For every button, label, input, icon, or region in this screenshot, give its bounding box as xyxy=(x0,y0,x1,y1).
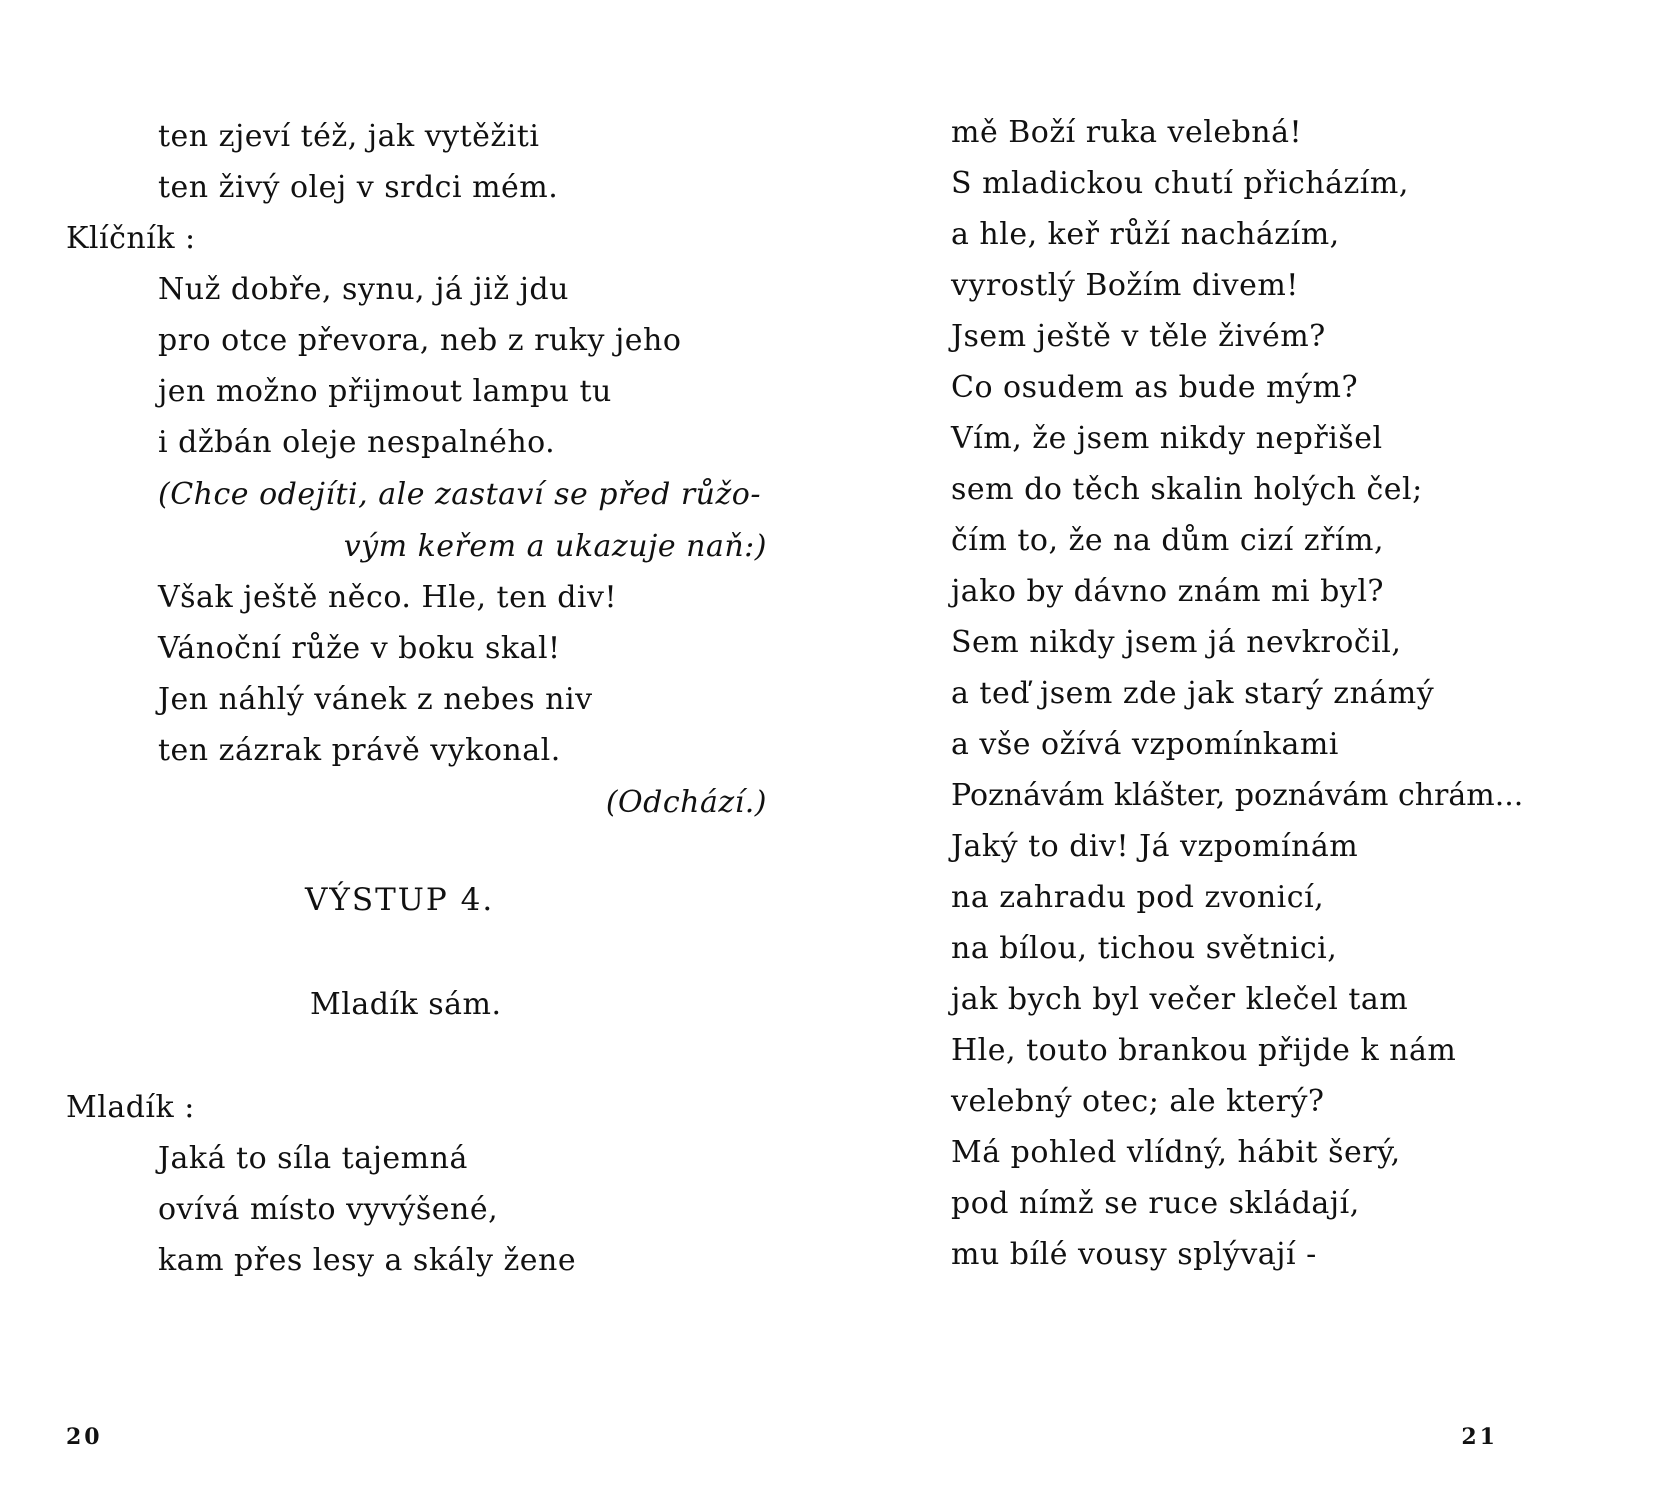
verse-line: a vše ožívá vzpomínkami xyxy=(951,727,1339,762)
verse-line: S mladickou chutí přicházím, xyxy=(951,166,1409,201)
verse-line: ten zjeví též, jak vytěžiti xyxy=(158,119,540,154)
verse-line: jak bych byl večer klečel tam xyxy=(951,982,1409,1017)
verse-line: Co osudem as bude mým? xyxy=(951,370,1359,405)
verse-line: velebný otec; ale který? xyxy=(951,1084,1325,1119)
verse-line: Nuž dobře, synu, já již jdu xyxy=(158,272,569,307)
scene-subheading: Mladík sám. xyxy=(310,987,502,1022)
page-number: 20 xyxy=(66,1424,103,1450)
speaker-name: Mladík : xyxy=(66,1090,195,1125)
verse-line: ovívá místo vyvýšené, xyxy=(158,1192,499,1227)
verse-line: čím to, že na dům cizí zřím, xyxy=(951,523,1384,558)
verse-line: Vánoční růže v boku skal! xyxy=(158,631,561,666)
stage-direction: vým keřem a ukazuje naň:) xyxy=(343,529,767,564)
verse-line: Jaký to div! Já vzpomínám xyxy=(951,829,1359,864)
verse-line: a teď jsem zde jak starý známý xyxy=(951,676,1435,711)
verse-line: vyrostlý Božím divem! xyxy=(951,268,1299,303)
page-number: 21 xyxy=(1461,1424,1498,1450)
verse-line: jako by dávno znám mi byl? xyxy=(951,574,1385,609)
verse-line: Jen náhlý vánek z nebes niv xyxy=(158,682,593,717)
verse-line: na bílou, tichou světnici, xyxy=(951,931,1338,966)
stage-direction: (Odchází.) xyxy=(605,785,767,820)
stage-direction: (Chce odejíti, ale zastaví se před růžo- xyxy=(158,477,761,512)
verse-line: kam přes lesy a skály žene xyxy=(158,1243,577,1278)
verse-line: mu bílé vousy splývají - xyxy=(951,1237,1317,1272)
verse-line: i džbán oleje nespalného. xyxy=(158,425,556,460)
scene-heading: VÝSTUP 4. xyxy=(305,882,495,918)
verse-line: Má pohled vlídný, hábit šerý, xyxy=(951,1135,1401,1170)
verse-line: Jsem ještě v těle živém? xyxy=(951,319,1326,354)
verse-line: pod nímž se ruce skládají, xyxy=(951,1186,1360,1221)
verse-line: Sem nikdy jsem já nevkročil, xyxy=(951,625,1402,660)
verse-line: Poznávám klášter, poznávám chrám... xyxy=(951,778,1524,813)
verse-line: mě Boží ruka velebná! xyxy=(951,115,1303,150)
verse-line: sem do těch skalin holých čel; xyxy=(951,472,1423,507)
speaker-name: Klíčník : xyxy=(66,221,196,256)
verse-line: Jaká to síla tajemná xyxy=(158,1141,468,1176)
right-page xyxy=(827,0,1654,1500)
verse-line: Však ještě něco. Hle, ten div! xyxy=(158,580,617,615)
verse-line: ten zázrak právě vykonal. xyxy=(158,733,561,768)
verse-line: na zahradu pod zvonicí, xyxy=(951,880,1325,915)
verse-line: jen možno přijmout lampu tu xyxy=(158,374,612,409)
verse-line: a hle, keř růží nacházím, xyxy=(951,217,1340,252)
verse-line: ten živý olej v srdci mém. xyxy=(158,170,559,205)
verse-line: Vím, že jsem nikdy nepřišel xyxy=(951,421,1383,456)
verse-line: pro otce převora, neb z ruky jeho xyxy=(158,323,682,358)
verse-line: Hle, touto brankou přijde k nám xyxy=(951,1033,1457,1068)
